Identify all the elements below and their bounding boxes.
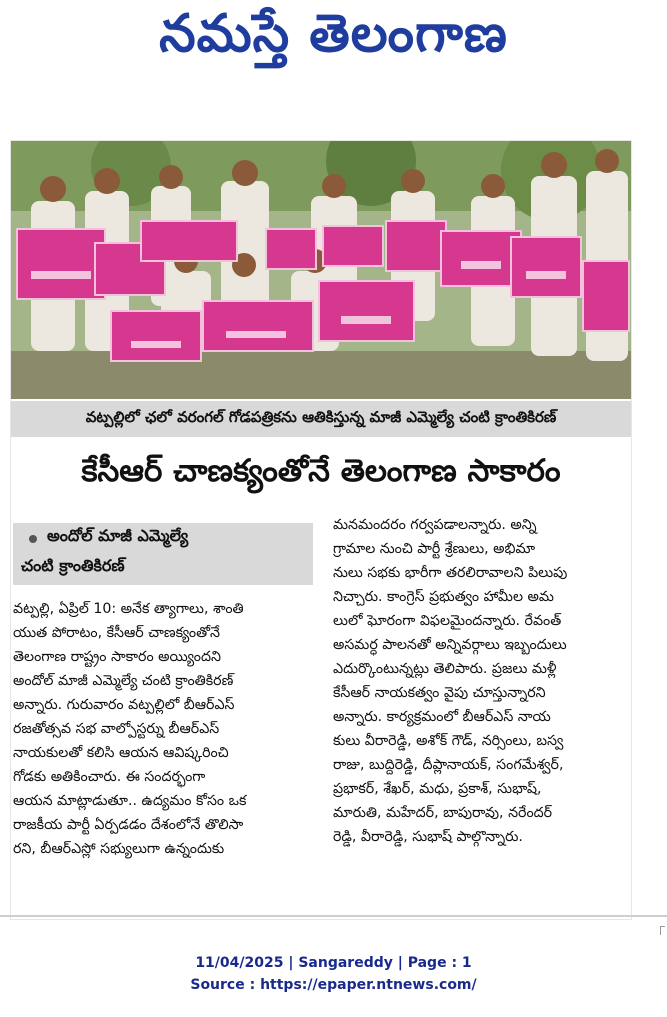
text-line: అందోల్ మాజీ ఎమ్మెల్యే చంటి క్రాంతికిరణ్ (13, 673, 234, 689)
text-line: ఆయన మాట్లాడుతూ.. ఉద్యమం కోసం ఒక (13, 793, 247, 809)
text-line: కేసీఆర్ నాయకత్వం వైపు చూస్తున్నారని (333, 685, 546, 701)
news-clipping (10, 140, 632, 920)
footer (0, 952, 667, 996)
news-photo (11, 141, 631, 399)
text-line: తెలంగాణ రాష్ట్రం సాకారం అయ్యిందని (13, 649, 221, 665)
subheading-line-2: చంటి క్రాంతికిరణ్ (21, 556, 125, 575)
text-line: నులు సభకు భారీగా తరలిరావాలని పిలుపు (333, 565, 568, 581)
photo-caption-bar (11, 401, 631, 437)
masthead-title: నమస్తే తెలంగాణ (159, 3, 508, 64)
crop-mark (660, 926, 665, 935)
text-line: గ్రామాల నుంచి పార్టీ శ్రేణులు, అభిమా (333, 541, 536, 557)
text-line: రని, బీఆర్ఎస్లో సభ్యులుగా ఉన్నందుకు (13, 841, 225, 857)
article-column-left (13, 597, 319, 861)
photo-caption: వట్పల్లిలో ఛలో వరంగల్ గోడపత్రికను ఆతికిస్తున్న మాజీ ఎమ్మెల్యే చంటి క్రాంతికిరణ్ (85, 408, 557, 426)
masthead (0, 0, 667, 80)
text-line: మారుతి, మహేదర్, బాపురావు, నరేందర్ (333, 805, 553, 821)
subheading-line-1: అందోల్ మాజీ ఎమ్మెల్యే (47, 526, 189, 545)
subheading-box (13, 523, 313, 585)
text-line: నిచ్చారు. కాంగ్రెస్ ప్రభుత్వం హామీల అమ (333, 589, 554, 605)
bullet-icon (29, 535, 37, 543)
text-line: రాజు, బుద్దిరెడ్డి, దీప్లానాయక్, సంగమేశ్వర్, (333, 757, 564, 773)
text-line: కులు వీరారెడ్డి, అశోక్ గౌడ్, నర్సింలు, బస్వ (333, 733, 564, 749)
text-line: అన్నారు. కార్యక్రమంలో బీఆర్ఎస్ నాయ (333, 709, 551, 725)
footer-edition-line: 11/04/2025 | Sangareddy | Page : 1 (195, 955, 472, 971)
text-line: రెడ్డి, వీరారెడ్డి, సుభాష్ పాల్గొన్నారు. (333, 829, 523, 845)
footer-source-line: Source : https://epaper.ntnews.com/ (190, 977, 477, 993)
headline-block (11, 441, 631, 507)
text-line: రజతోత్సవ సభ వాల్పోస్టర్ను బీఆర్ఎస్ (13, 721, 220, 737)
text-line: లులో ఘోరంగా విఫలమైందన్నారు. రేవంత్ (333, 613, 562, 629)
article-column-right (333, 513, 629, 849)
headline: కేసీఆర్ చాణక్యంతోనే తెలంగాణ సాకారం (81, 452, 561, 489)
text-line: గోడకు అతికించారు. ఈ సందర్భంగా (13, 769, 206, 785)
text-line: అసమర్ధ పాలనతో అన్నివర్గాలు ఇబ్బందులు (333, 637, 567, 653)
photo-illustration (11, 141, 631, 399)
text-line: ప్రభాకర్, శేఖర్, మధు, ప్రకాశ్, సుభాష్, (333, 781, 542, 797)
text-line: రాజకీయ పార్టీ ఏర్పడడం దేశంలోనే తొలిసా (13, 817, 244, 833)
text-line: ఎదుర్కొంటున్నట్లు తెలిపారు. ప్రజలు మళ్లీ (333, 661, 557, 677)
text-line: నాయకులతో కలిసి ఆయన ఆవిష్కరించి (13, 745, 229, 761)
text-line: మనమందరం గర్వపడాలన్నారు. అన్ని (333, 517, 537, 533)
text-line: యుత పోరాటం, కేసీఆర్ చాణక్యంతోనే (13, 625, 220, 641)
text-line: వట్పల్లి, ఏప్రిల్ 10: అనేక త్యాగాలు, శాంతి (13, 601, 244, 617)
clip-divider (0, 915, 667, 917)
text-line: అన్నారు. గురువారం వట్పల్లిలో బీఆర్ఎస్ (13, 697, 235, 713)
